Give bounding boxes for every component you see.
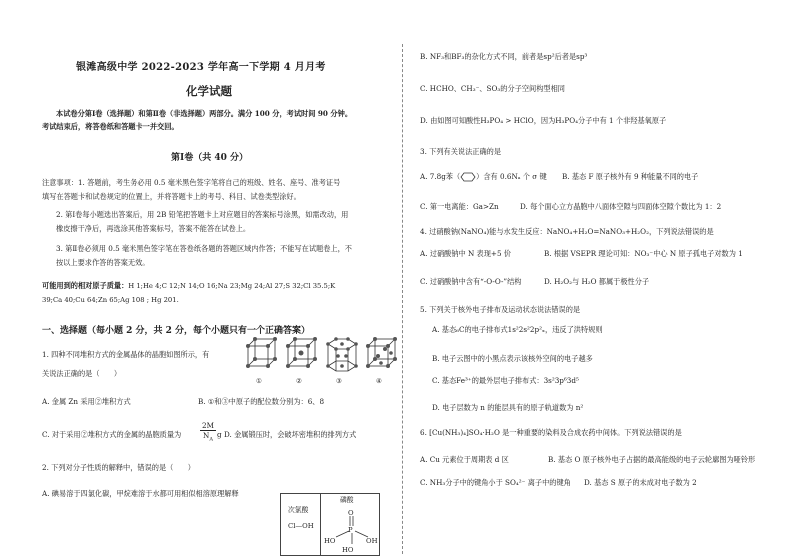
q2-option-c: C. HCHO、CH₃⁻、SO₃的分子空间构型相同 — [420, 84, 565, 93]
unit-cell-1 — [248, 339, 275, 366]
q6-stem: 6. [Cu(NH₃)₄]SO₄·H₂O 是一种重要的染料及合成农药中间体。下列说法错误的是 — [420, 428, 682, 437]
q4-option-d: D. H₂O₂与 H₂O 都属于极性分子 — [544, 277, 650, 286]
exam-title: 银滩高级中学 2022-2023 学年高一下学期 4 月月考 — [76, 62, 326, 73]
q1-option-b: B. ①和③中原子的配位数分别为：6、8 — [198, 397, 325, 406]
notes-line-2: 填写在答题卡和试卷规定的位置上，并将答题卡上的考号、科目、试卷类型涂好。 — [42, 192, 301, 201]
q5-option-d: D. 电子层数为 n 的能层具有的原子轨道数为 n² — [432, 403, 584, 412]
unit-cell-figures — [244, 336, 404, 376]
h3po4-ho-bottom: HO — [342, 546, 354, 554]
q3-option-b: B. 基态 F 原子核外有 9 种能量不同的电子 — [562, 172, 699, 181]
exam-subtitle: 化学试题 — [186, 84, 232, 98]
q2-option-b: B. NF₃和BF₃的杂化方式不同，前者是sp²后者是sp³ — [420, 52, 588, 61]
cell-label-4: ④ — [376, 377, 382, 385]
q2-stem: 2. 下列对分子性质的解释中，错误的是（ ） — [42, 463, 195, 472]
hclo-title: 次氯酸 — [288, 506, 309, 514]
h3po4-title: 磷酸 — [340, 496, 354, 504]
section1-title: 一、选择题（每小题 2 分，共 2 分，每个小题只有一个正确答案） — [42, 326, 311, 336]
q4-option-a: A. 过硝酸钠中 N 表现+5 价 — [420, 249, 511, 258]
q1-option-a: A. 金属 Zn 采用②堆积方式 — [42, 397, 131, 406]
q4-option-b: B. 根据 VSEPR 理论可知：NO₃⁻中心 N 原子孤电子对数为 1 — [544, 249, 743, 258]
q2-option-d: D. 由如图可知酸性H₃PO₄ > HClO，因为H₃PO₄分子中有 1 个非羟基氧原子 — [420, 116, 667, 125]
q6-option-a: A. Cu 元素位于周期表 d 区 — [420, 455, 509, 464]
q3-option-a: A. 7.8g苯（ ）含有 0.6Nₐ 个 σ 键 — [420, 172, 547, 181]
h3po4-p: P — [348, 526, 353, 534]
structure-box-divider — [320, 493, 321, 556]
notes-line-1: 注意事项：1. 答题前，考生务必用 0.5 毫米黑色签字笔将自己的班级、姓名、座号、准考证号 — [42, 178, 341, 187]
intro-line-2: 考试结束后，将答卷纸和答题卡一并交回。 — [42, 122, 179, 131]
h3po4-o-double: O — [348, 509, 354, 517]
h3po4-ho-left: HO — [324, 537, 336, 545]
fraction-denominator: $N_A$ — [200, 430, 216, 444]
column-divider — [402, 44, 403, 554]
q5-option-a: A. 基态₆C的电子排布式1s²2s²2p²ₓ，违反了洪特规则 — [432, 325, 603, 334]
q2-option-a: A. 碘易溶于四氯化碳，甲烷难溶于水都可用相似相溶原理解释 — [42, 489, 239, 498]
intro-line-1: 本试卷分第Ⅰ卷（选择题）和第Ⅱ卷（非选择题）两部分。满分 100 分，考试时间 90 分钟。 — [56, 109, 353, 118]
masses-values-1: H 1;He 4;C 12;N 14;O 16;Na 23;Mg 24;Al 27;S 32;Cl 35.5;K — [128, 282, 336, 290]
q6-option-d: D. 基态 S 原子的未成对电子数为 2 — [584, 478, 697, 487]
notes-line-5: 3. 第Ⅱ卷必须用 0.5 毫米黑色签字笔在答卷纸各题的答题区域内作答；不能写在试题卷上，不 — [56, 244, 352, 253]
hclo-formula: Cl—OH — [288, 522, 314, 530]
q3-option-c: C. 第一电离能：Ga>Zn — [420, 202, 499, 211]
q3-option-d: D. 每个面心立方晶胞中八面体空隙与四面体空隙个数比为 1：2 — [520, 202, 722, 211]
q1-option-c-unit: g — [217, 430, 222, 439]
q6-option-c: C. NH₃分子中的键角小于 SO₄²⁻ 离子中的键角 — [420, 478, 571, 487]
q5-stem: 5. 下列关于核外电子排布及运动状态说法错误的是 — [420, 305, 581, 314]
notes-line-6: 按以上要求作答的答案无效。 — [56, 258, 150, 267]
cell-label-1: ① — [256, 377, 262, 385]
fraction-numerator: 2M — [202, 421, 214, 430]
q6-option-b: B. 基态 O 原子核外电子占据的最高能级的电子云轮廓图为哑铃形 — [548, 455, 756, 464]
q1-option-d: D. 金属锻压时，会破坏密堆积的排列方式 — [224, 430, 357, 439]
masses-line-1 — [42, 281, 335, 291]
cell-label-3: ③ — [336, 377, 342, 385]
q3-stem: 3. 下列有关说法正确的是 — [420, 147, 502, 156]
q4-stem: 4. 过硝酸钠(NaNO₄)能与水发生反应：NaNO₄+H₂O=NaNO₃+H₂O₂，下列说法错误的是 — [420, 227, 714, 236]
q5-option-b: B. 电子云图中的小黑点表示该核外空间的电子越多 — [432, 354, 593, 363]
q5-option-c: C. 基态Fe³⁺的最外层电子排布式：3s²3p⁶3d⁵ — [432, 376, 579, 385]
q1-option-c: C. 对于采用②堆积方式的金属的晶胞质量为 — [42, 430, 182, 439]
part1-title: 第Ⅰ卷（共 40 分） — [171, 153, 249, 163]
notes-line-4: 橡皮擦干净后，再选涂其他答案标号，答案不能答在试卷上。 — [56, 224, 251, 233]
h3po4-oh-right: OH — [366, 537, 378, 545]
q1-stem-2: 关说法正确的是（ ） — [42, 369, 122, 378]
q4-option-c: C. 过硝酸钠中含有“-O-O-”结构 — [420, 277, 522, 286]
cell-label-2: ② — [296, 377, 302, 385]
notes-line-3: 2. 第Ⅰ卷每小题选出答案后，用 2B 铅笔把答题卡上对应题目的答案标号涂黑，如需改动，用 — [56, 210, 349, 219]
q1-option-c-fraction — [200, 421, 216, 444]
masses-title: 可能用到的相对原子质量： — [42, 281, 129, 290]
masses-line-2: 39;Ca 40;Cu 64;Zn 65;Ag 108 ; Hg 201. — [42, 296, 179, 304]
q1-stem-1: 1. 四种不同堆积方式的金属晶体的晶胞如图所示，有 — [42, 350, 210, 359]
benzene-icon — [460, 172, 476, 182]
